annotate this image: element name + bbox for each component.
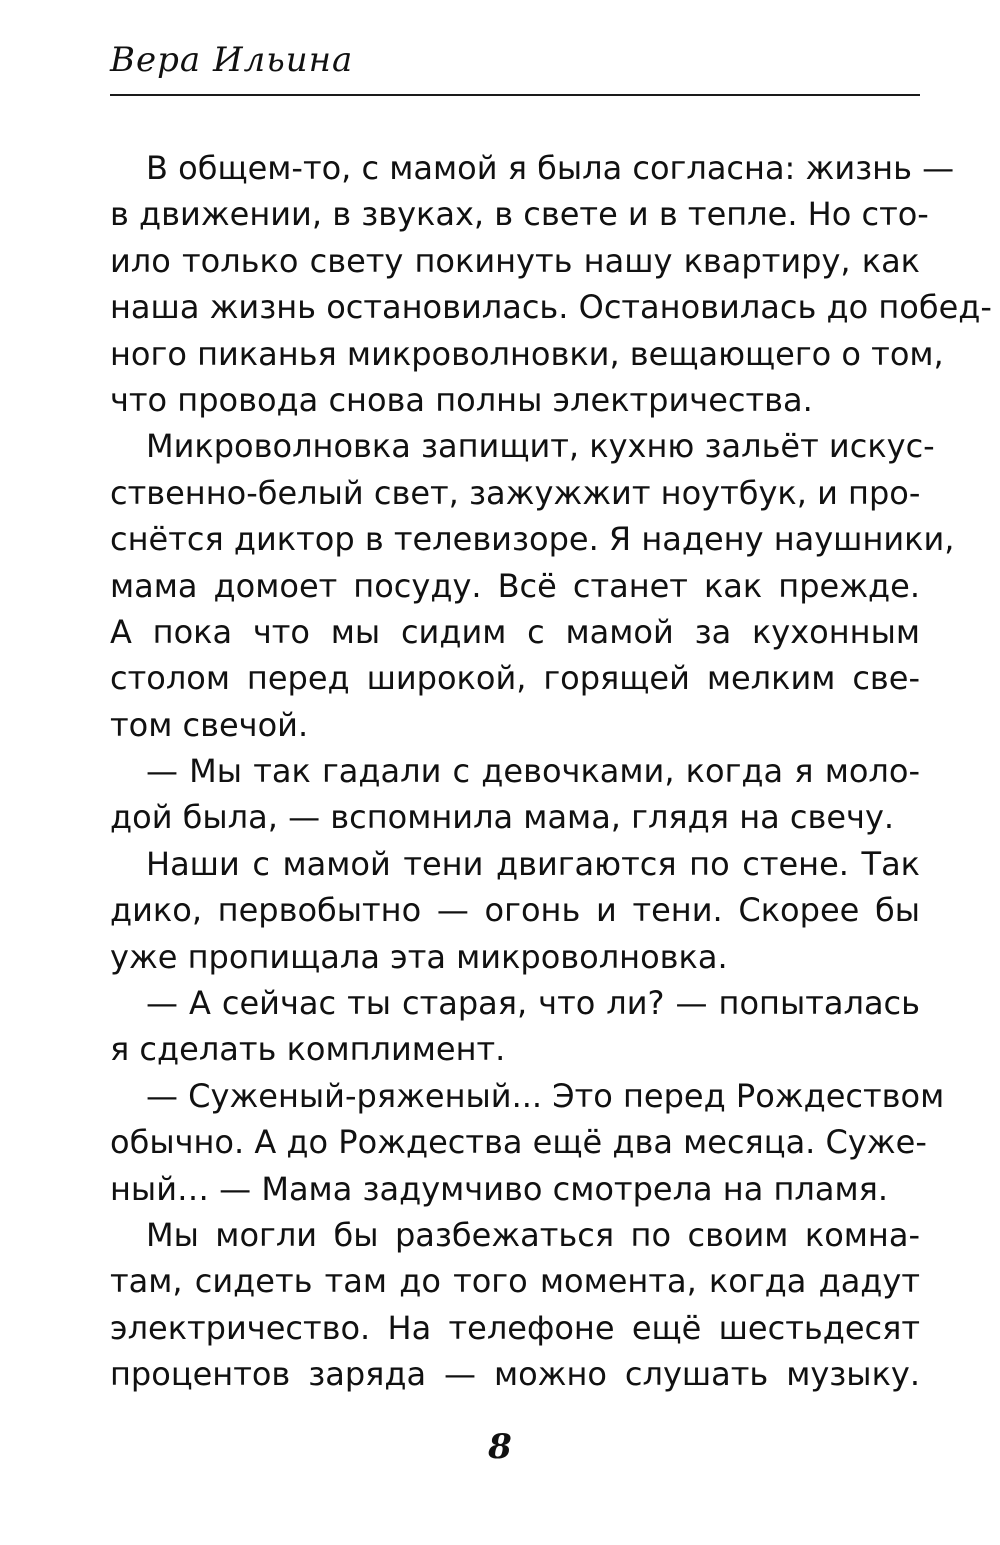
text-line: ило только свету покинуть нашу квартиру, как — [110, 241, 920, 280]
text-line: Мы могли бы разбежаться по своим комна- — [146, 1215, 920, 1254]
text-line: — Мы так гадали с девочками, когда я моло- — [146, 752, 920, 791]
text-line: Наши с мамой тени двигаются по стене. Так — [146, 844, 920, 883]
paragraph — [110, 841, 920, 980]
text-line: обычно. А до Рождества ещё два месяца. Суже- — [110, 1123, 927, 1162]
text-line: процентов заряда — можно слушать музыку. — [110, 1355, 920, 1394]
paragraph — [110, 748, 920, 841]
text-line: электричество. На телефоне ещё шестьдесят — [110, 1308, 920, 1347]
text-line: В общем-то, с мамой я была согласна: жизнь — — [146, 149, 955, 187]
text-line: ного пиканья микроволновки, вещающего о том, — [110, 334, 944, 373]
text-line: столом перед широкой, горящей мелким све- — [110, 659, 920, 698]
running-head-author: Вера Ильина — [110, 40, 354, 80]
text-line: я сделать комплимент. — [110, 1030, 506, 1069]
page-number: 8 — [488, 1427, 512, 1467]
paragraph — [110, 1212, 920, 1398]
header-rule — [110, 94, 920, 96]
text-line: дой была, — вспомнила мама, глядя на свечу. — [110, 798, 895, 837]
paragraph — [110, 145, 992, 423]
text-line: что провода снова полны электричества. — [110, 380, 813, 419]
text-line: уже пропищала эта микроволновка. — [110, 937, 728, 976]
body-text — [110, 145, 992, 1398]
text-line: мама домоет посуду. Всё станет как прежде. — [110, 566, 920, 605]
paragraph — [110, 1073, 945, 1212]
text-line: наша жизнь остановилась. Остановилась до побед- — [110, 288, 992, 327]
paragraph — [110, 980, 920, 1073]
text-line: — Суженый-ряженый... Это перед Рождеством — [146, 1076, 945, 1115]
text-line: — А сейчас ты старая, что ли? — попыталась — [146, 984, 920, 1023]
text-line: дико, первобытно — огонь и тени. Скорее бы — [110, 891, 920, 930]
text-line: ный… — Мама задумчиво смотрела на пламя. — [110, 1169, 889, 1208]
paragraph — [110, 423, 955, 748]
text-line: том свечой. — [110, 705, 309, 744]
text-line: там, сидеть там до того момента, когда дадут — [110, 1262, 920, 1301]
text-line: снётся диктор в телевизоре. Я надену наушники, — [110, 520, 955, 559]
text-line: в движении, в звуках, в свете и в тепле. Но сто- — [110, 195, 929, 234]
text-line: Микроволновка запищит, кухню зальёт искус- — [146, 427, 935, 466]
text-line: А пока что мы сидим с мамой за кухонным — [110, 612, 920, 651]
text-line: ственно-белый свет, зажужжит ноутбук, и про- — [110, 473, 921, 512]
